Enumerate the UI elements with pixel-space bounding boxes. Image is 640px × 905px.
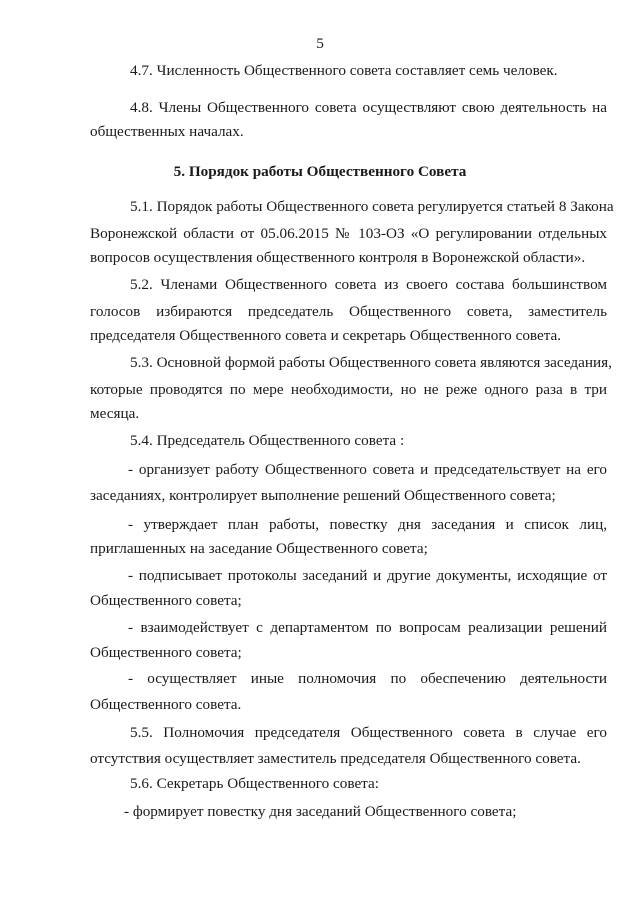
clause-4-7: 4.7. Численность Общественного совета составляет семь человек.: [130, 62, 558, 79]
clause-5-2-line-3: председателя Общественного совета и секретарь Общественного совета.: [90, 327, 562, 344]
clause-5-4-d-line-2: Общественного совета;: [90, 644, 242, 661]
clause-5-3-line-2: которые проводятся по мере необходимости, но не реже одного раза в три: [90, 381, 607, 398]
clause-5-4: 5.4. Председатель Общественного совета :: [130, 432, 405, 449]
page-number: 5: [316, 35, 324, 52]
clause-5-4-a-line-2: заседаниях, контролирует выполнение решений Общественного совета;: [90, 487, 556, 504]
clause-5-1-line-2: Воронежской области от 05.06.2015 № 103-ОЗ «О регулировании отдельных: [90, 225, 607, 242]
section-heading: 5. Порядок работы Общественного Совета: [173, 163, 467, 180]
clause-5-5-line-1: 5.5. Полномочия председателя Общественного совета в случае его: [130, 724, 607, 741]
clause-5-6-a: - формирует повестку дня заседаний Общественного совета;: [124, 803, 517, 820]
clause-4-8-line-1: 4.8. Члены Общественного совета осуществляют свою деятельность на: [130, 99, 607, 116]
clause-5-4-c-line-2: Общественного совета;: [90, 592, 242, 609]
clause-5-4-d-line-1: - взаимодействует с департаментом по вопросам реализации решений: [128, 619, 607, 636]
clause-4-8-line-2: общественных началах.: [90, 123, 244, 140]
clause-5-1-line-3: вопросов осуществления общественного контроля в Воронежской области».: [90, 249, 586, 266]
clause-5-1-line-1: 5.1. Порядок работы Общественного совета регулируется статьей 8 Закона: [130, 198, 614, 215]
clause-5-2-line-1: 5.2. Членами Общественного совета из своего состава большинством: [130, 276, 607, 293]
clause-5-5-line-2: отсутствия осуществляет заместитель председателя Общественного совета.: [90, 750, 581, 767]
clause-5-6: 5.6. Секретарь Общественного совета:: [130, 775, 379, 792]
clause-5-4-b-line-2: приглашенных на заседание Общественного совета;: [90, 540, 428, 557]
clause-5-4-e-line-1: - осуществляет иные полномочия по обеспечению деятельности: [128, 670, 607, 687]
clause-5-3-line-1: 5.3. Основной формой работы Общественного совета являются заседания,: [130, 354, 612, 371]
clause-5-2-line-2: голосов избираются председатель Общественного совета, заместитель: [90, 303, 607, 320]
clause-5-4-c-line-1: - подписывает протоколы заседаний и другие документы, исходящие от: [128, 567, 607, 584]
clause-5-4-b-line-1: - утверждает план работы, повестку дня заседания и список лиц,: [128, 516, 607, 533]
clause-5-4-e-line-2: Общественного совета.: [90, 696, 242, 713]
clause-5-3-line-3: месяца.: [90, 405, 140, 422]
clause-5-4-a-line-1: - организует работу Общественного совета и председательствует на его: [128, 461, 607, 478]
